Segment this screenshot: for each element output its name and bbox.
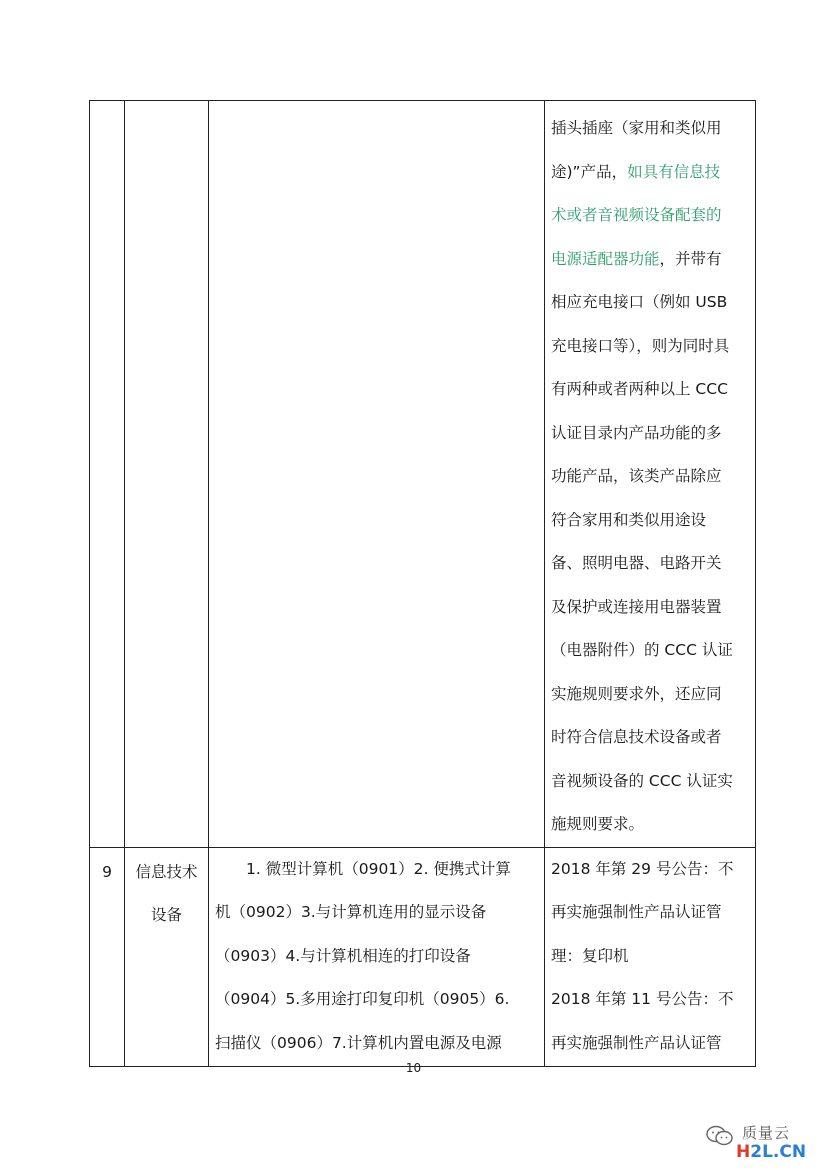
category-text: 设备: [150, 906, 182, 924]
notes-text: 功能产品，该类产品除应: [551, 467, 722, 485]
notes-line: [551, 151, 749, 195]
notes-text: 认证目录内产品功能的多: [551, 423, 722, 442]
wechat-icon: [706, 1125, 734, 1151]
products-line: 机（0902）3.与计算机连用的显示设备: [215, 903, 487, 921]
notes-text: ，并带有: [659, 249, 722, 268]
notes-text: 实施规则要求外，还应同: [551, 684, 722, 703]
category-cell: [125, 847, 209, 1066]
notes-text: 时符合信息技术设备或者: [551, 728, 722, 746]
category-cell: [125, 101, 209, 848]
notes-line: 2018 年第 11 号公告：不: [551, 990, 734, 1008]
notes-cell: [545, 101, 756, 848]
notes-text: 音视频设备的 CCC 认证实: [551, 771, 733, 790]
notes-line: [551, 238, 749, 282]
certification-table: [89, 100, 756, 1067]
watermark-logo: [706, 1122, 816, 1166]
watermark-site: H2L.CN: [736, 1142, 807, 1162]
notes-line: [551, 499, 749, 543]
notes-text: 施规则要求。: [551, 815, 645, 833]
products-cell: [209, 101, 545, 848]
products-line: （0903）4.与计算机相连的打印设备: [215, 946, 471, 965]
notes-line: [551, 760, 749, 804]
table-row: [90, 101, 756, 848]
highlighted-text: 术或者音视频设备配套的: [551, 206, 722, 224]
notes-text: （电器附件）的 CCC 认证: [551, 641, 733, 659]
notes-line: [551, 325, 749, 369]
notes-text: 及保护或连接用电器装置: [551, 597, 722, 616]
products-line: 1. 微型计算机（0901）2. 便携式计算: [246, 859, 511, 878]
products-line: 扫描仪（0906）7.计算机内置电源及电源: [215, 1033, 502, 1052]
notes-text: 符合家用和类似用途设: [551, 510, 707, 529]
notes-line: 2018 年第 29 号公告：不: [551, 859, 734, 878]
notes-text: 插头插座（家用和类似用: [551, 119, 722, 137]
notes-text: 充电接口等），则为同时具: [551, 336, 730, 355]
category-text: 信息技术: [135, 862, 198, 881]
notes-text: 有两种或者两种以上 CCC: [551, 380, 728, 398]
notes-line: [551, 368, 749, 412]
highlighted-text: 如具有信息技: [627, 162, 721, 181]
products-cell: [209, 847, 545, 1066]
products-line: （0904）5.多用途打印复印机（0905）6.: [215, 990, 510, 1008]
notes-line: 理：复印机: [551, 946, 629, 965]
notes-text: 相应充电接口（例如 USB: [551, 293, 728, 311]
watermark-name: 质量云: [742, 1124, 791, 1142]
notes-line: [551, 281, 749, 325]
notes-text: 备、照明电器、电路开关: [551, 554, 722, 572]
notes-line: [551, 107, 749, 151]
highlighted-text: 电源适配器功能: [551, 249, 660, 268]
notes-line: [551, 586, 749, 630]
notes-line: 再实施强制性产品认证管: [551, 903, 722, 921]
notes-line: [551, 542, 749, 586]
notes-cell: [545, 847, 756, 1066]
number-cell: [90, 101, 125, 848]
notes-line: [551, 716, 749, 760]
notes-line: [551, 629, 749, 673]
notes-line: [551, 412, 749, 456]
notes-line: [551, 194, 749, 238]
page-number: 10: [405, 1061, 422, 1075]
notes-text: 途)”产品，: [551, 162, 628, 181]
table-row: [90, 847, 756, 1066]
notes-line: 再实施强制性产品认证管: [551, 1033, 722, 1052]
notes-line: [551, 673, 749, 717]
notes-line: [551, 803, 749, 847]
number-cell: 9: [90, 847, 125, 1066]
notes-line: [551, 455, 749, 499]
